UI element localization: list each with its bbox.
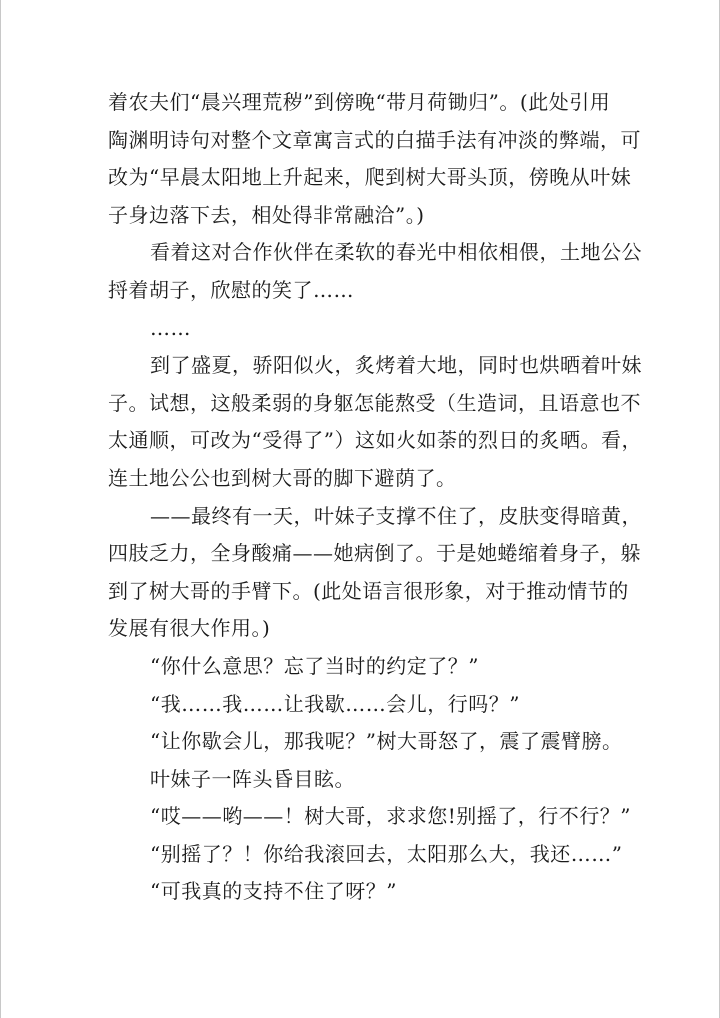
text-line: “可我真的支持不住了呀？” — [150, 879, 397, 904]
text-line: “让你歇会儿，那我呢？”树大哥怒了，震了震臂膀。 — [150, 729, 623, 754]
text-line: 到了树大哥的手臂下。(此处语言很形象，对于推动情节的 — [108, 578, 629, 603]
text-line: 叶妹子一阵头昏目眩。 — [150, 766, 355, 791]
text-line: …… — [150, 315, 191, 340]
text-line: 发展有很大作用。) — [108, 616, 271, 641]
text-line: 捋着胡子，欣慰的笑了…… — [108, 277, 354, 302]
text-line: 陶渊明诗句对整个文章寓言式的白描手法有冲淡的弊端，可 — [108, 127, 641, 152]
text-line: “哎——哟——！树大哥，求求您!别摇了，行不行？” — [150, 804, 631, 829]
text-line: 到了盛夏，骄阳似火，炙烤着大地，同时也烘晒着叶妹 — [150, 353, 642, 378]
text-line: 子。试想，这般柔弱的身躯怎能熬受（生造词，且语意也不 — [108, 390, 641, 415]
text-line: 看着这对合作伙伴在柔软的春光中相依相偎，土地公公 — [150, 240, 642, 265]
text-line: “别摇了？！你给我滚回去，太阳那么大，我还……” — [150, 841, 623, 866]
text-line: 着农夫们“晨兴理荒秽”到傍晚“带月荷锄归”。(此处引用 — [108, 90, 611, 114]
text-line: “我……我……让我歇……会儿，行吗？” — [150, 691, 520, 716]
text-line: ——最终有一天，叶妹子支撑不住了，皮肤变得暗黄， — [150, 503, 642, 528]
text-line: 改为“早晨太阳地上升起来，爬到树大哥头顶，傍晚从叶妹 — [108, 165, 632, 190]
text-line: “你什么意思？忘了当时的约定了？” — [150, 653, 479, 678]
text-line: 四肢乏力，全身酸痛——她病倒了。于是她蜷缩着身子，躲 — [108, 541, 641, 566]
text-line: 子身边落下去，相处得非常融洽”。) — [108, 202, 425, 227]
text-line: 太通顺，可改为“受得了”）这如火如荼的烈日的炙晒。看， — [108, 428, 642, 453]
text-line: 连土地公公也到树大哥的脚下避荫了。 — [108, 465, 457, 490]
document-text-body — [108, 84, 642, 911]
